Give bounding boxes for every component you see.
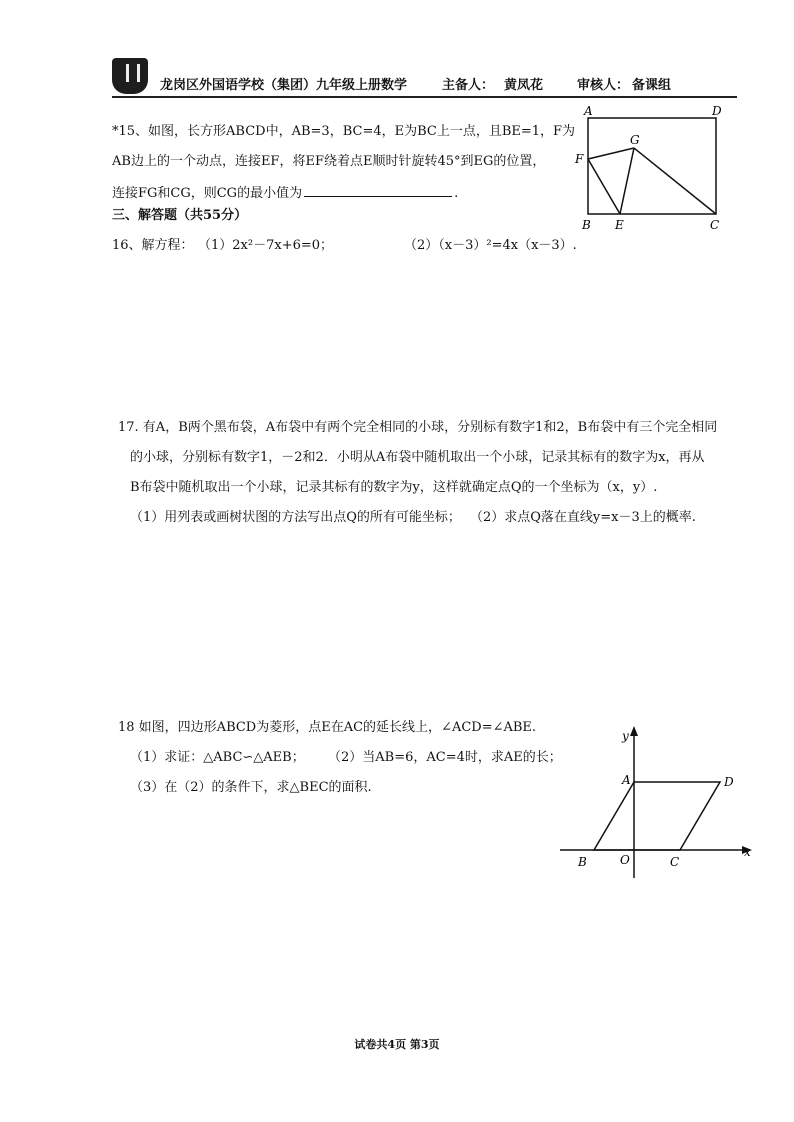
label-o: O — [620, 853, 630, 867]
segment-fg — [588, 148, 634, 159]
q15-line-2: AB边上的一个动点，连接EF，将EF绕着点E顺时针旋转45°到EG的位置， — [112, 154, 546, 169]
school-logo — [112, 58, 148, 94]
q18-line-1: 18 如图，四边形ABCD为菱形，点E在AC的延长线上，∠ACD=∠ABE. — [118, 720, 537, 735]
label-a: A — [584, 104, 593, 118]
q15-figure — [570, 104, 740, 236]
label-b: B — [582, 218, 591, 232]
label-c: C — [670, 855, 680, 869]
q16-label: 16、解方程： — [112, 238, 194, 253]
label-c: C — [710, 218, 720, 232]
header-preparer: 黄凤花 — [504, 78, 544, 93]
rhombus-abcd — [594, 782, 720, 850]
rectangle-abcd — [588, 118, 716, 214]
label-e: E — [615, 218, 624, 232]
header-reviewer: 备课组 — [632, 78, 672, 93]
q17-line-3: B布袋中随机取出一个小球，记录其标有的数字为y，这样就确定点Q的一个坐标为（x，y）. — [130, 480, 658, 495]
q18-part-3: （3）在（2）的条件下，求△BEC的面积. — [130, 780, 372, 795]
label-x: x — [744, 845, 751, 859]
q16-part-1: （1）2x²－7x+6=0； — [198, 238, 334, 253]
q17-line-2: 的小球，分别标有数字1，－2和2．小明从A布袋中随机取出一个小球，记录其标有的数字为x，再从 — [130, 450, 705, 465]
page-header — [112, 58, 737, 98]
q18-part-2: （2）当AB=6，AC=4时，求AE的长； — [328, 750, 562, 765]
q15-line-3-end: . — [454, 186, 459, 201]
page-footer: 试卷共4页 第3页 — [354, 1038, 440, 1051]
q17-part-2: （2）求点Q落在直线y=x－3上的概率. — [470, 510, 696, 525]
label-a: A — [622, 773, 631, 787]
q15-line-3 — [112, 182, 458, 204]
y-axis-arrow — [630, 726, 638, 736]
label-d: D — [712, 104, 722, 118]
segment-gc — [634, 148, 716, 214]
q18-part-1: （1）求证：△ABC∽△AEB； — [130, 750, 305, 765]
q15-line-3-text: 连接FG和CG，则CG的最小值为 — [112, 186, 303, 201]
header-school-title: 龙岗区外国语学校（集团）九年级上册数学 — [160, 78, 408, 93]
q15-answer-blank[interactable] — [304, 182, 452, 197]
label-g: G — [630, 133, 640, 147]
label-d: D — [724, 775, 734, 789]
header-preparer-label: 主备人： — [442, 78, 495, 93]
q18-figure — [558, 720, 758, 880]
section-3-title: 三、解答题（共55分） — [112, 208, 248, 223]
q15-line-1: *15、如图，长方形ABCD中，AB=3，BC=4，E为BC上一点，且BE=1，F为 — [112, 124, 576, 139]
label-b: B — [578, 855, 587, 869]
header-reviewer-label: 审核人： — [577, 78, 630, 93]
q16-part-2: （2）（x－3）²=4x（x－3）. — [404, 238, 577, 253]
q17-line-1: 17. 有A，B两个黑布袋，A布袋中有两个完全相同的小球，分别标有数字1和2，B布袋中有三个完全相同 — [118, 420, 718, 435]
segment-ef — [588, 159, 620, 214]
label-f: F — [575, 152, 584, 166]
label-y: y — [622, 729, 629, 743]
q17-part-1: （1）用列表或画树状图的方法写出点Q的所有可能坐标； — [130, 510, 461, 525]
segment-eg — [620, 148, 634, 214]
